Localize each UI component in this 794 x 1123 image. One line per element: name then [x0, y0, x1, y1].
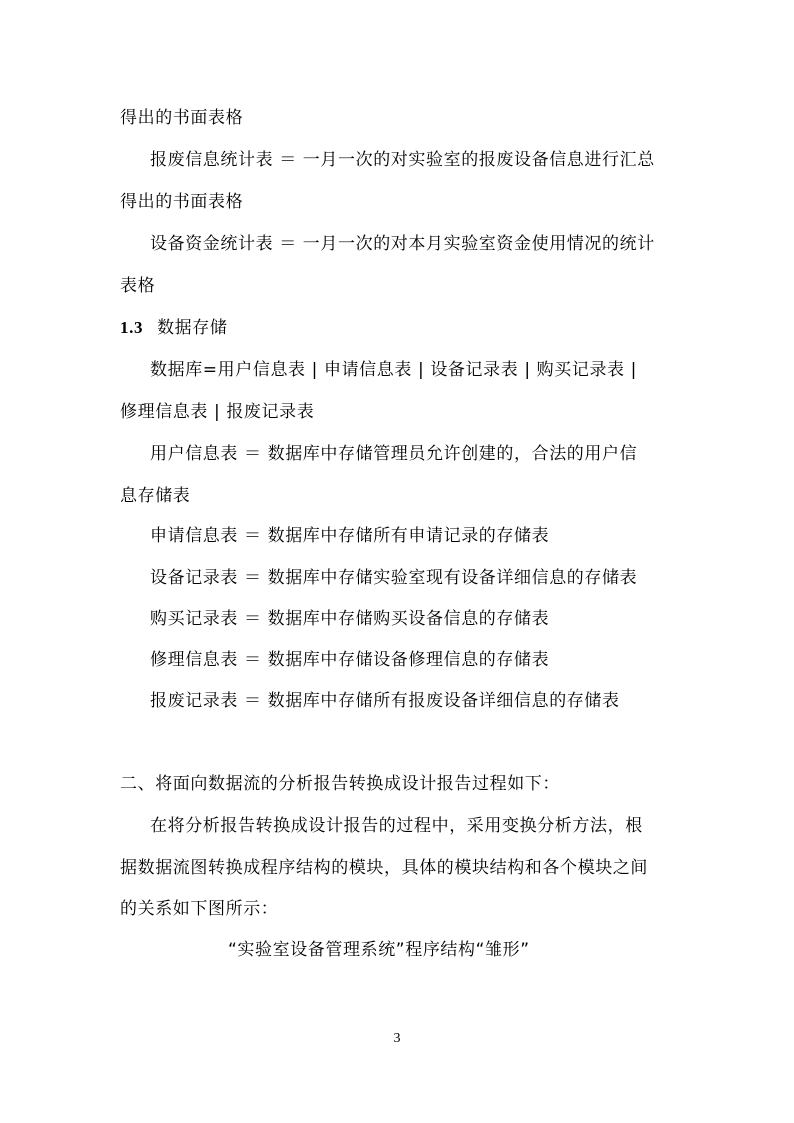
paragraph-line: 表格 — [120, 276, 156, 296]
paragraph-line: 用户信息表 ＝ 数据库中存储管理员允许创建的，合法的用户信 — [150, 444, 638, 464]
paragraph-line: 修理信息表 | 报废记录表 — [120, 402, 315, 422]
page-number: 3 — [393, 1031, 401, 1046]
paragraph-line: 据数据流图转换成程序结构的模块，具体的模块结构和各个模块之间 — [120, 858, 648, 878]
paragraph-line: 报废信息统计表 ＝ 一月一次的对实验室的报废设备信息进行汇总 — [150, 150, 655, 170]
paragraph-line: 息存储表 — [120, 486, 191, 506]
paragraph-line: 报废记录表 ＝ 数据库中存储所有报废设备详细信息的存储表 — [150, 691, 620, 711]
section-title: 数据存储 — [157, 318, 228, 338]
paragraph-line: 设备记录表 ＝ 数据库中存储实验室现有设备详细信息的存储表 — [150, 568, 638, 588]
paragraph-line: 申请信息表 ＝ 数据库中存储所有申请记录的存储表 — [150, 526, 550, 546]
paragraph-line: 购买记录表 ＝ 数据库中存储购买设备信息的存储表 — [150, 609, 550, 629]
paragraph-line: 得出的书面表格 — [120, 108, 244, 128]
paragraph-line: 设备资金统计表 ＝ 一月一次的对本月实验室资金使用情况的统计 — [150, 234, 655, 254]
figure-caption: “实验室设备管理系统”程序结构“雏形” — [228, 940, 530, 960]
paragraph-line: 二、将面向数据流的分析报告转换成设计报告过程如下： — [120, 774, 560, 794]
paragraph-line: 的关系如下图所示： — [120, 899, 279, 919]
section-number: 1.3 — [120, 318, 144, 337]
paragraph-line: 得出的书面表格 — [120, 192, 244, 212]
paragraph-line: 在将分析报告转换成设计报告的过程中，采用变换分析方法，根 — [150, 816, 643, 836]
section-heading — [120, 318, 227, 338]
paragraph-line: 修理信息表 ＝ 数据库中存储设备修理信息的存储表 — [150, 650, 550, 670]
paragraph-line: 数据库=用户信息表 | 申请信息表 | 设备记录表 | 购买记录表 | — [150, 360, 637, 380]
